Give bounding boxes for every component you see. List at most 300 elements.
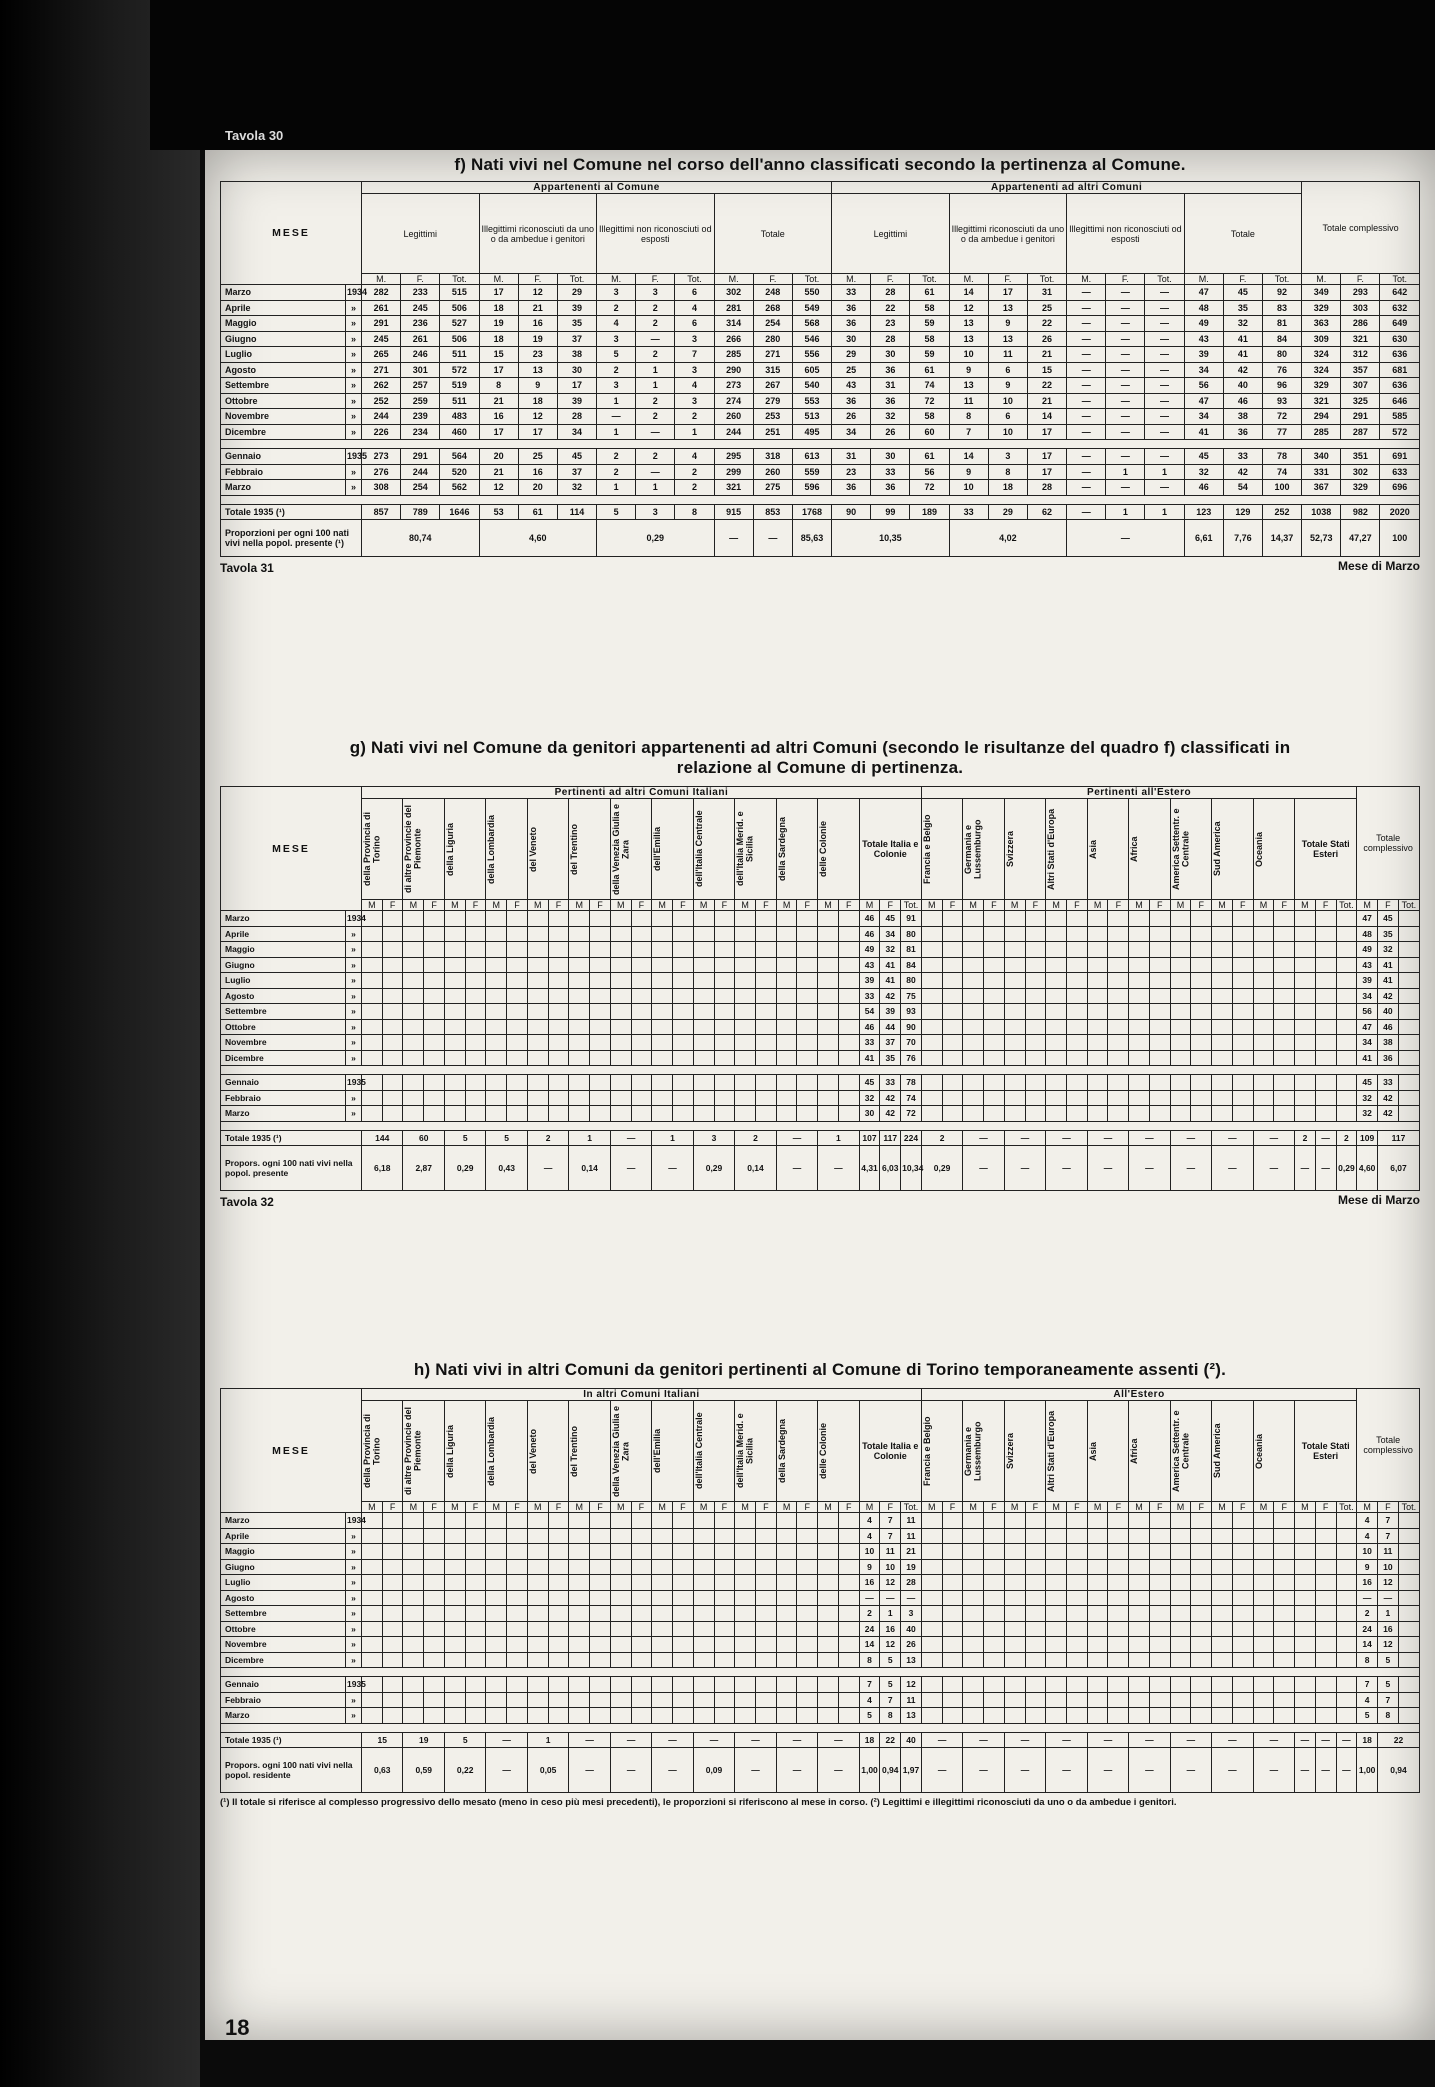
data-cell — [382, 1035, 403, 1051]
data-cell: 12 — [1378, 1575, 1399, 1591]
data-cell — [631, 911, 652, 927]
data-cell — [838, 1559, 859, 1575]
data-cell: 568 — [792, 316, 831, 332]
data-cell — [1129, 1035, 1150, 1051]
total-cell: 19 — [403, 1732, 444, 1748]
data-cell — [755, 1637, 776, 1653]
data-cell: 314 — [714, 316, 753, 332]
data-cell: — — [636, 331, 675, 347]
data-cell — [1232, 1652, 1253, 1668]
total-cell: 109 — [1357, 1130, 1378, 1146]
data-cell — [1232, 1090, 1253, 1106]
data-cell — [1295, 988, 1316, 1004]
data-cell — [1253, 1621, 1274, 1637]
data-cell — [1315, 1075, 1336, 1091]
data-cell — [797, 1575, 818, 1591]
data-cell — [1336, 1621, 1357, 1637]
data-cell — [755, 942, 776, 958]
data-cell — [735, 1621, 756, 1637]
country-col-label: Africa — [1129, 836, 1140, 862]
data-cell — [1004, 1559, 1025, 1575]
col-totale-italia: Totale Italia e Colonie — [859, 1401, 921, 1502]
data-cell — [1398, 1708, 1419, 1724]
data-cell: — — [1067, 300, 1106, 316]
section-h-title: h) Nati vivi in altri Comuni da genitori pertinenti al Comune di Torino temporaneamente assenti (²). — [413, 1360, 1227, 1379]
data-cell: 5 — [859, 1708, 880, 1724]
data-cell — [1253, 1528, 1274, 1544]
data-cell: 308 — [362, 480, 401, 496]
data-cell — [652, 1019, 673, 1035]
data-cell — [1046, 1075, 1067, 1091]
data-cell: 36 — [871, 362, 910, 378]
data-cell — [755, 1528, 776, 1544]
data-cell — [486, 942, 507, 958]
region-col-label: di altre Provincie del Piemonte — [403, 804, 423, 894]
data-cell: 329 — [1302, 300, 1341, 316]
total-row — [221, 1130, 1420, 1146]
data-cell: 239 — [401, 409, 440, 425]
data-cell — [1295, 1652, 1316, 1668]
table-row — [221, 926, 1420, 942]
data-cell — [1295, 1575, 1316, 1591]
data-cell: 9 — [988, 316, 1027, 332]
data-cell — [1315, 1621, 1336, 1637]
data-cell — [486, 1544, 507, 1560]
total-label: Totale 1935 (¹) — [221, 1130, 362, 1146]
data-cell — [1004, 1637, 1025, 1653]
data-cell — [1025, 1708, 1046, 1724]
data-cell: 78 — [901, 1075, 922, 1091]
data-cell: 4 — [1357, 1528, 1378, 1544]
data-cell — [714, 1621, 735, 1637]
data-cell — [1170, 1708, 1191, 1724]
total-cell: 2 — [735, 1130, 776, 1146]
data-cell — [942, 1708, 963, 1724]
data-cell — [1149, 1575, 1170, 1591]
data-cell — [714, 1652, 735, 1668]
data-cell — [818, 1621, 839, 1637]
data-cell: — — [1106, 300, 1145, 316]
data-cell: 251 — [753, 424, 792, 440]
data-cell: 31 — [832, 449, 871, 465]
data-cell — [382, 1692, 403, 1708]
data-cell — [693, 957, 714, 973]
data-cell — [1295, 1035, 1316, 1051]
data-cell — [1025, 942, 1046, 958]
data-cell — [693, 1590, 714, 1606]
data-cell — [735, 1652, 756, 1668]
data-cell: 605 — [792, 362, 831, 378]
data-cell — [527, 911, 548, 927]
data-cell: 2 — [597, 464, 636, 480]
sub-header-cell: M — [776, 900, 797, 911]
data-cell — [755, 957, 776, 973]
data-cell: 17 — [1027, 464, 1066, 480]
data-cell: 11 — [1378, 1544, 1399, 1560]
data-cell — [1025, 1621, 1046, 1637]
data-cell — [610, 1090, 631, 1106]
data-cell — [465, 1708, 486, 1724]
total-cell: — — [1067, 504, 1106, 520]
data-cell: 36 — [832, 316, 871, 332]
data-cell: — — [1145, 362, 1184, 378]
total-cell: 915 — [714, 504, 753, 520]
data-cell: 233 — [401, 285, 440, 301]
data-cell: 11 — [901, 1513, 922, 1529]
data-cell: 527 — [440, 316, 479, 332]
data-cell — [590, 1606, 611, 1622]
data-cell: 77 — [1262, 424, 1301, 440]
proportion-cell: — — [1170, 1748, 1211, 1793]
data-cell — [1274, 1513, 1295, 1529]
sub-header-cell: Tot. — [440, 274, 479, 285]
data-cell — [797, 926, 818, 942]
proportion-row — [221, 1748, 1420, 1793]
data-cell — [1398, 1652, 1419, 1668]
data-cell — [1191, 1606, 1212, 1622]
data-cell — [942, 973, 963, 989]
data-cell: 511 — [440, 347, 479, 363]
data-cell — [569, 1559, 590, 1575]
data-cell — [1046, 1050, 1067, 1066]
data-cell: 3 — [901, 1606, 922, 1622]
data-cell — [486, 1090, 507, 1106]
data-cell: 78 — [1262, 449, 1301, 465]
data-cell — [921, 1106, 942, 1122]
data-cell — [465, 1677, 486, 1693]
data-cell: 54 — [859, 1004, 880, 1020]
data-cell: 18 — [988, 480, 1027, 496]
data-cell: 351 — [1341, 449, 1380, 465]
data-cell: — — [1067, 347, 1106, 363]
data-cell: 8 — [1378, 1708, 1399, 1724]
data-cell: 41 — [1357, 1050, 1378, 1066]
proportion-row — [221, 1146, 1420, 1191]
data-cell — [1066, 1637, 1087, 1653]
data-cell — [1253, 988, 1274, 1004]
col-totale-complessivo-g: Totale complessivo — [1357, 787, 1420, 900]
data-cell: — — [1106, 316, 1145, 332]
data-cell: 38 — [557, 347, 596, 363]
data-cell: 46 — [859, 926, 880, 942]
data-cell — [652, 1090, 673, 1106]
data-cell: 39 — [1184, 347, 1223, 363]
data-cell: 309 — [1302, 331, 1341, 347]
data-cell: — — [1106, 378, 1145, 394]
data-cell: 84 — [901, 957, 922, 973]
data-cell: 49 — [859, 942, 880, 958]
data-cell — [673, 1513, 694, 1529]
data-cell: 16 — [518, 464, 557, 480]
data-cell: — — [1106, 480, 1145, 496]
data-cell — [735, 1513, 756, 1529]
data-cell — [776, 1652, 797, 1668]
data-cell — [1087, 1050, 1108, 1066]
data-cell — [1108, 988, 1129, 1004]
data-cell — [1315, 1559, 1336, 1575]
data-cell — [1398, 1050, 1419, 1066]
sub-header-cell: F. — [636, 274, 675, 285]
region-col-label: della Lombardia — [486, 1416, 497, 1486]
data-cell — [776, 1106, 797, 1122]
data-cell — [818, 911, 839, 927]
data-cell — [424, 1575, 445, 1591]
data-cell — [1149, 1075, 1170, 1091]
data-cell — [631, 1090, 652, 1106]
data-cell — [1129, 1544, 1150, 1560]
month-name: Giugno — [221, 1559, 346, 1575]
data-cell — [465, 973, 486, 989]
data-cell: 39 — [880, 1004, 901, 1020]
data-cell — [1274, 1621, 1295, 1637]
data-cell — [818, 1606, 839, 1622]
data-cell — [797, 1019, 818, 1035]
country-col-header — [1087, 1401, 1128, 1502]
data-cell — [942, 957, 963, 973]
data-cell — [507, 1528, 528, 1544]
data-cell — [1129, 988, 1150, 1004]
data-cell — [1149, 1019, 1170, 1035]
data-cell — [942, 1677, 963, 1693]
section-f-title: f) Nati vivi nel Comune nel corso dell'anno classificati secondo la pertinenza al Comune. — [454, 155, 1186, 174]
data-cell — [735, 1590, 756, 1606]
data-cell: 3 — [597, 331, 636, 347]
data-cell: 329 — [1302, 378, 1341, 394]
data-cell: 93 — [1262, 393, 1301, 409]
total-cell: 853 — [753, 504, 792, 520]
sub-header-cell: F — [714, 1502, 735, 1513]
sub-header-cell: M — [1004, 1502, 1025, 1513]
data-cell — [1066, 1692, 1087, 1708]
data-cell — [382, 1575, 403, 1591]
data-cell — [1046, 1677, 1067, 1693]
data-cell: — — [1067, 362, 1106, 378]
data-cell — [465, 1035, 486, 1051]
data-cell: 38 — [1223, 409, 1262, 425]
data-cell — [527, 1590, 548, 1606]
data-cell — [1274, 1106, 1295, 1122]
table-row — [221, 1035, 1420, 1051]
data-cell — [735, 1106, 756, 1122]
data-cell — [1087, 1708, 1108, 1724]
data-cell — [1129, 1559, 1150, 1575]
table-row — [221, 393, 1420, 409]
data-cell: 630 — [1380, 331, 1420, 347]
data-cell — [1274, 1637, 1295, 1653]
data-cell — [1336, 1106, 1357, 1122]
data-cell — [1253, 1606, 1274, 1622]
data-cell — [921, 1708, 942, 1724]
data-cell: 17 — [1027, 424, 1066, 440]
data-cell — [673, 1050, 694, 1066]
data-cell — [1274, 942, 1295, 958]
data-cell — [362, 1004, 383, 1020]
data-cell — [527, 1575, 548, 1591]
data-cell: — — [1378, 1590, 1399, 1606]
data-cell — [818, 1090, 839, 1106]
data-cell — [548, 988, 569, 1004]
data-cell: 244 — [714, 424, 753, 440]
proportion-cell: — — [714, 520, 753, 557]
data-cell — [1046, 926, 1067, 942]
data-cell — [548, 1090, 569, 1106]
proportion-cell: 0,14 — [735, 1146, 776, 1191]
data-cell — [1149, 1692, 1170, 1708]
tavola-32-label: Tavola 32 — [220, 1195, 274, 1209]
data-cell — [693, 1106, 714, 1122]
data-cell — [735, 926, 756, 942]
data-cell: 17 — [479, 424, 518, 440]
data-cell: 307 — [1341, 378, 1380, 394]
data-cell — [693, 1513, 714, 1529]
data-cell — [631, 1559, 652, 1575]
data-cell — [1398, 1637, 1419, 1653]
data-cell — [610, 1708, 631, 1724]
data-cell — [984, 973, 1005, 989]
data-cell — [403, 988, 424, 1004]
data-cell — [1025, 1528, 1046, 1544]
month-name: Giugno — [221, 331, 346, 347]
data-cell — [527, 1090, 548, 1106]
data-cell — [1149, 1677, 1170, 1693]
sub-header-cell: F — [382, 1502, 403, 1513]
data-cell: 7 — [1378, 1513, 1399, 1529]
proportion-label: Propors. ogni 100 nati vivi nella popol. residente — [221, 1748, 362, 1793]
data-cell — [631, 1621, 652, 1637]
data-cell — [569, 1590, 590, 1606]
total-cell: — — [1336, 1732, 1357, 1748]
data-cell — [963, 1035, 984, 1051]
region-col-header — [693, 1401, 734, 1502]
data-cell — [527, 1004, 548, 1020]
total-cell: — — [1004, 1130, 1045, 1146]
data-cell — [1253, 911, 1274, 927]
data-cell — [507, 1559, 528, 1575]
data-cell — [714, 1575, 735, 1591]
data-cell — [424, 1590, 445, 1606]
data-cell: 72 — [910, 393, 949, 409]
total-cell: 129 — [1223, 504, 1262, 520]
sub-header-cell: M — [652, 900, 673, 911]
table-row — [221, 300, 1420, 316]
data-cell — [465, 1004, 486, 1020]
col-ill-nonric-a: Illegittimi non riconosciuti od esposti — [597, 194, 715, 274]
data-cell — [465, 1575, 486, 1591]
data-cell — [382, 1544, 403, 1560]
data-cell: 49 — [1184, 316, 1223, 332]
data-cell: 11 — [901, 1692, 922, 1708]
month-year: » — [346, 988, 362, 1004]
sub-header-cell: Tot. — [1398, 900, 1419, 911]
data-cell — [818, 1528, 839, 1544]
data-cell — [818, 1106, 839, 1122]
data-cell — [838, 911, 859, 927]
data-cell: 32 — [871, 409, 910, 425]
data-cell: 1 — [1145, 464, 1184, 480]
data-cell — [631, 988, 652, 1004]
country-col-label: Altri Stati d'Europa — [1046, 1410, 1057, 1492]
data-cell — [569, 1637, 590, 1653]
data-cell — [1212, 926, 1233, 942]
data-cell — [444, 1544, 465, 1560]
data-cell — [714, 1708, 735, 1724]
data-cell — [963, 1677, 984, 1693]
data-cell — [1025, 1050, 1046, 1066]
data-cell — [382, 1559, 403, 1575]
data-cell: 285 — [1302, 424, 1341, 440]
data-cell — [362, 1544, 383, 1560]
data-cell — [1398, 1075, 1419, 1091]
data-cell — [610, 973, 631, 989]
data-cell: 613 — [792, 449, 831, 465]
data-cell — [1170, 1035, 1191, 1051]
data-cell — [548, 1513, 569, 1529]
data-cell: 39 — [557, 300, 596, 316]
data-cell — [652, 911, 673, 927]
proportion-cell: — — [921, 1748, 962, 1793]
data-cell: 34 — [832, 424, 871, 440]
data-cell — [610, 1528, 631, 1544]
data-cell — [963, 1019, 984, 1035]
data-cell — [362, 1606, 383, 1622]
data-cell — [818, 1513, 839, 1529]
data-cell — [1129, 1652, 1150, 1668]
data-cell — [403, 1513, 424, 1529]
data-cell — [1108, 1019, 1129, 1035]
data-cell: 28 — [901, 1575, 922, 1591]
data-cell: 9 — [518, 378, 557, 394]
data-cell: 56 — [910, 464, 949, 480]
data-cell — [797, 1606, 818, 1622]
data-cell — [444, 957, 465, 973]
total-cell: 1 — [652, 1130, 693, 1146]
data-cell — [1087, 1106, 1108, 1122]
sub-header-cell: F — [838, 1502, 859, 1513]
data-cell — [1232, 1035, 1253, 1051]
data-cell — [1212, 911, 1233, 927]
data-cell: 39 — [1357, 973, 1378, 989]
sub-header-cell: F — [1315, 900, 1336, 911]
data-cell — [610, 957, 631, 973]
country-col-label: Svizzera — [1004, 1432, 1015, 1470]
data-cell — [486, 926, 507, 942]
data-cell: 91 — [901, 911, 922, 927]
data-cell — [1191, 1090, 1212, 1106]
data-cell — [1212, 1004, 1233, 1020]
data-cell — [403, 1708, 424, 1724]
data-cell — [1170, 1544, 1191, 1560]
data-cell — [1336, 1575, 1357, 1591]
data-cell: 42 — [1223, 362, 1262, 378]
data-cell: 35 — [557, 316, 596, 332]
total-cell: 5 — [486, 1130, 527, 1146]
data-cell: 4 — [597, 316, 636, 332]
data-cell — [1295, 1075, 1316, 1091]
data-cell — [424, 1004, 445, 1020]
region-col-header — [403, 799, 444, 900]
region-col-label: del Trentino — [569, 1425, 580, 1477]
data-cell — [1336, 1050, 1357, 1066]
data-cell — [569, 1708, 590, 1724]
data-cell — [1232, 988, 1253, 1004]
data-cell — [527, 1677, 548, 1693]
data-cell: 6 — [675, 316, 714, 332]
data-cell — [1253, 1090, 1274, 1106]
region-col-label: dell'Italia Merid. e Sicilia — [735, 811, 755, 887]
data-cell — [1253, 1677, 1274, 1693]
data-cell — [984, 1528, 1005, 1544]
data-cell: 26 — [1027, 331, 1066, 347]
